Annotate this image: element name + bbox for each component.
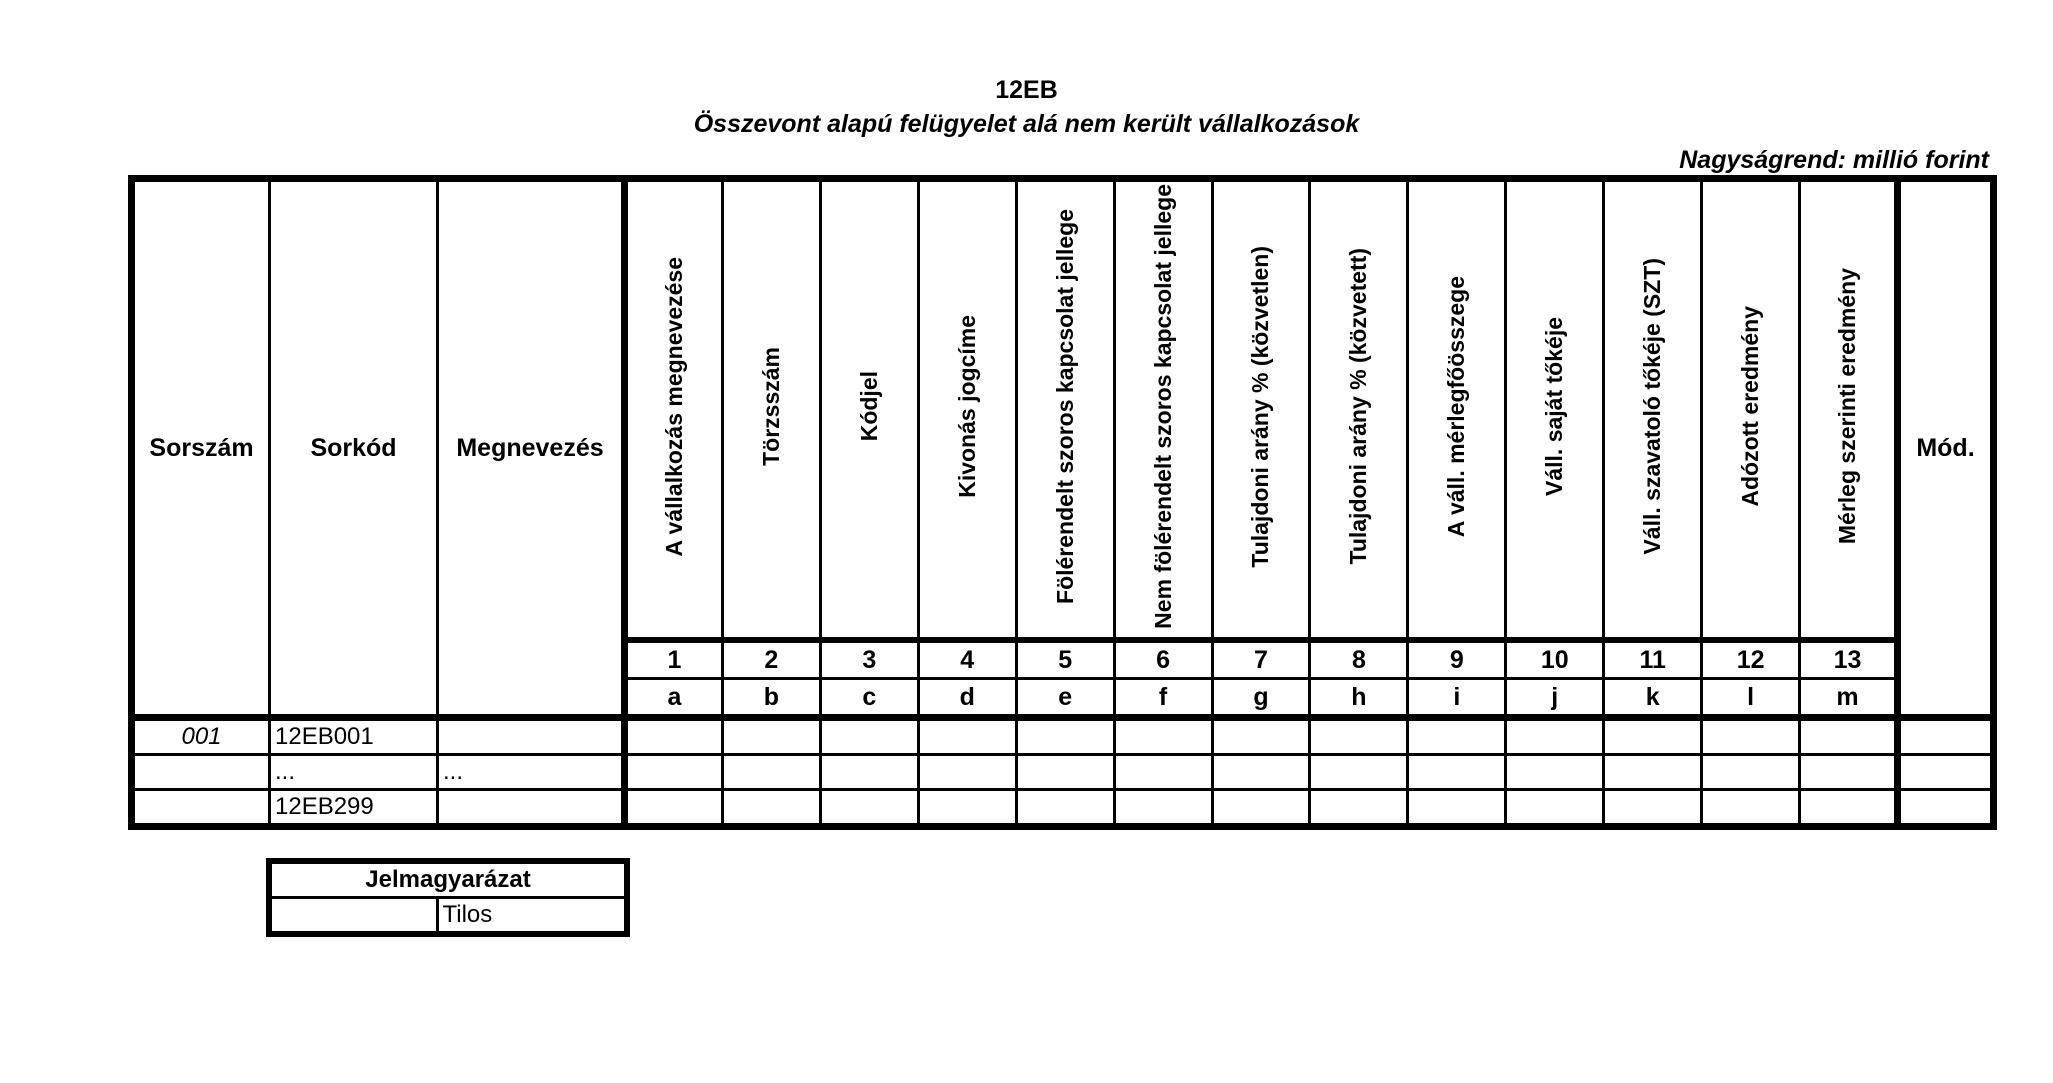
data-cell[interactable]	[1800, 790, 1898, 827]
data-cell[interactable]	[722, 790, 820, 827]
data-cell[interactable]	[1408, 718, 1506, 755]
column-number: 8	[1310, 640, 1408, 679]
column-letter: a	[625, 679, 723, 718]
data-cell[interactable]	[1604, 790, 1702, 827]
sorszam-cell: 001	[132, 718, 270, 755]
table-row	[132, 718, 1994, 755]
mod-cell[interactable]	[1898, 718, 1994, 755]
column-number: 3	[820, 640, 918, 679]
column-header: Mérleg szerinti eredmény	[1800, 179, 1898, 641]
sorkod-cell: 12EB001	[270, 718, 438, 755]
data-cell[interactable]	[1016, 718, 1114, 755]
data-cell[interactable]	[1212, 755, 1310, 790]
data-cell[interactable]	[1408, 755, 1506, 790]
data-cell[interactable]	[1702, 718, 1800, 755]
data-cell[interactable]	[1506, 790, 1604, 827]
unit-note: Nagyságrend: millió forint	[1679, 146, 1989, 174]
data-cell[interactable]	[918, 718, 1016, 755]
data-cell[interactable]	[1114, 790, 1212, 827]
column-header: Kivonás jogcíme	[918, 179, 1016, 641]
table-row	[132, 790, 1994, 827]
column-number: 10	[1506, 640, 1604, 679]
data-cell[interactable]	[1212, 790, 1310, 827]
data-cell[interactable]	[918, 790, 1016, 827]
column-number: 1	[625, 640, 723, 679]
column-letter: f	[1114, 679, 1212, 718]
data-cell[interactable]	[625, 790, 723, 827]
data-cell[interactable]	[1408, 790, 1506, 827]
column-header: Tulajdoni arány % (közvetlen)	[1212, 179, 1310, 641]
column-letter: e	[1016, 679, 1114, 718]
column-header: Váll. saját tőkéje	[1506, 179, 1604, 641]
data-cell[interactable]	[1310, 755, 1408, 790]
legend-table	[266, 858, 630, 937]
legend-label: Tilos	[437, 898, 627, 935]
data-cell[interactable]	[1506, 718, 1604, 755]
column-letter: g	[1212, 679, 1310, 718]
column-number: 9	[1408, 640, 1506, 679]
data-cell[interactable]	[1310, 790, 1408, 827]
column-letter: h	[1310, 679, 1408, 718]
data-cell[interactable]	[1604, 718, 1702, 755]
sorszam-cell	[132, 790, 270, 827]
mod-cell[interactable]	[1898, 790, 1994, 827]
legend-item	[269, 898, 627, 935]
column-header: A váll. mérlegfőösszege	[1408, 179, 1506, 641]
mod-cell[interactable]	[1898, 755, 1994, 790]
data-cell[interactable]	[1506, 755, 1604, 790]
column-number: 12	[1702, 640, 1800, 679]
column-header: Nem fölérendelt szoros kapcsolat jellege	[1114, 179, 1212, 641]
header-sorszam: Sorszám	[132, 179, 270, 718]
data-cell[interactable]	[1702, 790, 1800, 827]
sorkod-cell: ...	[270, 755, 438, 790]
data-cell[interactable]	[1702, 755, 1800, 790]
column-letter: i	[1408, 679, 1506, 718]
column-header: Törzsszám	[722, 179, 820, 641]
form-subtitle: Összevont alapú felügyelet alá nem került vállalkozások	[693, 110, 1360, 138]
column-header: A vállalkozás megnevezése	[625, 179, 723, 641]
header-mod: Mód.	[1898, 179, 1994, 718]
data-cell[interactable]	[722, 755, 820, 790]
column-letter: m	[1800, 679, 1898, 718]
data-cell[interactable]	[1800, 755, 1898, 790]
data-cell[interactable]	[918, 755, 1016, 790]
megnevezes-cell[interactable]: ...	[438, 755, 625, 790]
data-cell[interactable]	[625, 718, 723, 755]
column-header: Tulajdoni arány % (közvetett)	[1310, 179, 1408, 641]
data-cell[interactable]	[1114, 718, 1212, 755]
data-cell[interactable]	[1800, 718, 1898, 755]
data-cell[interactable]	[820, 755, 918, 790]
column-letter: d	[918, 679, 1016, 718]
header-megnevezes: Megnevezés	[438, 179, 625, 718]
column-header: Fölérendelt szoros kapcsolat jellege	[1016, 179, 1114, 641]
column-letter: c	[820, 679, 918, 718]
header-sorkod: Sorkód	[270, 179, 438, 718]
column-header: Adózott eredmény	[1702, 179, 1800, 641]
data-cell[interactable]	[820, 790, 918, 827]
sorkod-cell: 12EB299	[270, 790, 438, 827]
column-number: 7	[1212, 640, 1310, 679]
column-letter: k	[1604, 679, 1702, 718]
sorszam-cell	[132, 755, 270, 790]
table-row	[132, 755, 1994, 790]
data-cell[interactable]	[722, 718, 820, 755]
data-cell[interactable]	[1016, 755, 1114, 790]
column-number: 4	[918, 640, 1016, 679]
data-cell[interactable]	[1212, 718, 1310, 755]
megnevezes-cell[interactable]	[438, 790, 625, 827]
legend-swatch	[269, 898, 437, 935]
column-number: 13	[1800, 640, 1898, 679]
column-number: 2	[722, 640, 820, 679]
column-number: 6	[1114, 640, 1212, 679]
data-cell[interactable]	[1604, 755, 1702, 790]
form-code: 12EB	[995, 76, 1058, 104]
column-letter: j	[1506, 679, 1604, 718]
column-number: 11	[1604, 640, 1702, 679]
megnevezes-cell[interactable]	[438, 718, 625, 755]
data-cell[interactable]	[625, 755, 723, 790]
legend-title: Jelmagyarázat	[269, 861, 627, 898]
column-letter: l	[1702, 679, 1800, 718]
column-header: Váll. szavatoló tőkéje (SZT)	[1604, 179, 1702, 641]
data-cell[interactable]	[1114, 755, 1212, 790]
column-header: Kódjel	[820, 179, 918, 641]
column-number: 5	[1016, 640, 1114, 679]
data-cell[interactable]	[1310, 718, 1408, 755]
report-table	[128, 175, 1997, 830]
column-letter: b	[722, 679, 820, 718]
data-cell[interactable]	[1016, 790, 1114, 827]
data-cell[interactable]	[820, 718, 918, 755]
